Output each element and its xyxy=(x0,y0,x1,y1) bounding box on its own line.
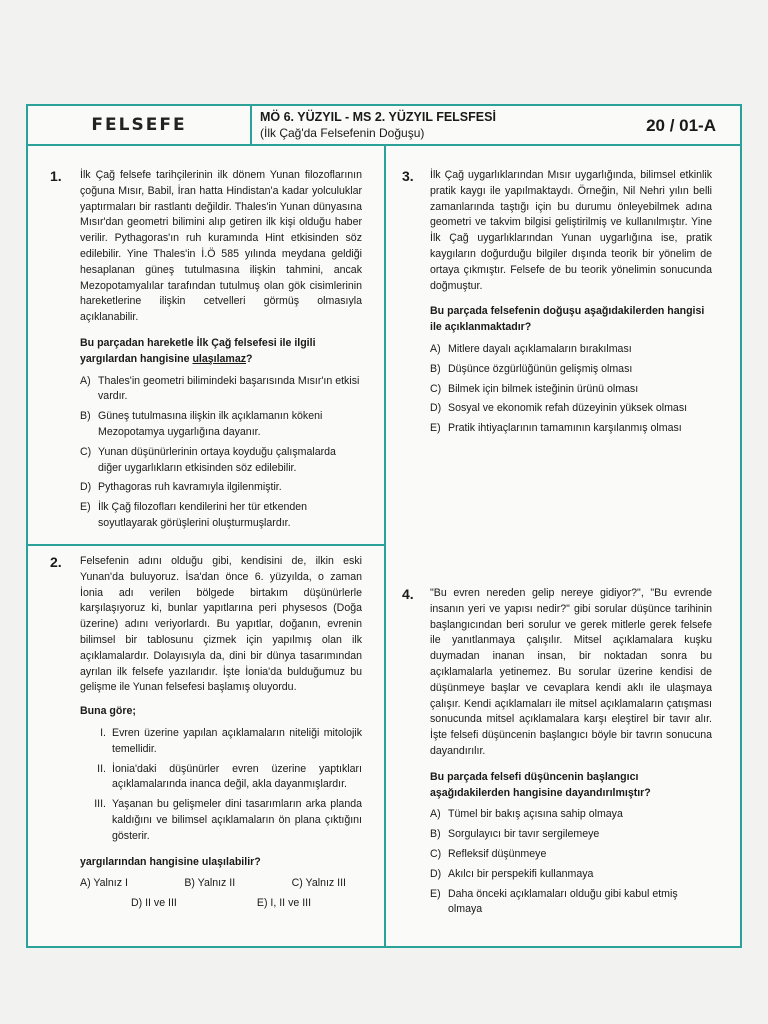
option-text: Tümel bir bakış açısına sahip olmaya xyxy=(448,808,623,821)
option-b[interactable] xyxy=(430,362,712,378)
option-text: Bilmek için bilmek isteğinin ürünü olması xyxy=(448,382,639,395)
option-c[interactable] xyxy=(80,445,362,477)
worksheet-header xyxy=(28,106,740,146)
subject-label: FELSEFE xyxy=(28,106,252,144)
section-divider xyxy=(28,544,384,546)
option-c[interactable] xyxy=(430,382,712,398)
statement-text: Yaşanan bu gelişmeler dini tasarımların arka planda kaldığını ve bilimsel açıklamaların ön plana çıktığını gösterir. xyxy=(112,798,362,842)
statement-iii xyxy=(80,797,362,844)
answer-row-2 xyxy=(80,896,362,912)
option-e[interactable] xyxy=(430,887,712,919)
worksheet-subtitle: (İlk Çağ'da Felsefenin Doğuşu) xyxy=(260,126,425,140)
options-list xyxy=(430,807,712,918)
question-text: İlk Çağ felsefe tarihçilerinin ilk dönem Yunan filozoflarının çoğuna Mısır, Babil, İran hatta Hindistan'a kadar yolculuklar yaptırmaları bir rastlantı değildir. Thales'in Yunan dünyasına Mısır'dan geometri bilimini alıp getiren ilk kişi olduğu haber verilir. Pythagoras'ın ruh kuramında Hint etkisinden söz edilebilir. Yine Thales'in İ.Ö 585 yılında meydana geldiği hesaplanan güneş tutulmasına ilişkin tahmini, ancak Mezopotamyalılar tarafından tutulmuş olan gök cisimlerinin hareketlerine ilişkin cetvelleri görmüş olmasıyla açıklanabilir. xyxy=(80,169,362,324)
option-d[interactable] xyxy=(80,480,362,496)
option-key: D) xyxy=(80,481,92,494)
question-sublabel: Buna göre; xyxy=(80,705,136,718)
option-key: B) xyxy=(80,410,91,423)
question-prompt: Bu parçada felsefenin doğuşu aşağıdakilerden hangisi ile açıklanmaktadır? xyxy=(430,305,705,334)
option-key: C) xyxy=(80,445,92,458)
option-e[interactable] xyxy=(430,421,712,437)
statement-key: III. xyxy=(94,798,106,811)
option-text: Mitlere dayalı açıklamaların bırakılması xyxy=(448,342,632,355)
option-c[interactable] xyxy=(430,847,712,863)
answer-row-1 xyxy=(80,876,362,892)
column-divider xyxy=(384,144,386,946)
question-text: Felsefenin adını olduğu gibi, kendisini de, ilkin eski Yunan'da buluyoruz. İsa'dan önce 6. yüzyılda, o zaman İonia adı verilen bölgede birtakım düşünürlerle karşılaşıyoruz ki, bunlar yapıtlarına peri physesos (Doğa üzerine) adını veriyorlardı. Bu yapıtlar, doğanın, evrenin bilimsel bir tablosunu çizmek için yapılmış olan ilk açıklamalardır. Dolayısıyla da, dini bir dünya tasarımından ayrılan ilk felsefe yazılarıdır. İşte İonia'da bulduğumuz bu gelişme ile Yunan felsefesi başlamış oluyordu. xyxy=(80,555,362,694)
options-list xyxy=(80,374,362,532)
answer-e[interactable]: E) I, II ve III xyxy=(256,897,312,910)
statement-key: II. xyxy=(97,762,106,775)
worksheet-frame xyxy=(26,104,742,948)
option-text: İlk Çağ filozofları kendilerini her tür etkenden soyutlayarak görüşlerini oluşturmuşlardır. xyxy=(98,501,308,529)
statement-key: I. xyxy=(100,726,106,739)
option-text: Akılcı bir perspekifi kullanmaya xyxy=(448,867,594,880)
option-key: C) xyxy=(430,382,442,395)
option-text: Pratik ihtiyaçlarının tamamının karşılanmış olması xyxy=(448,422,682,435)
option-key: E) xyxy=(430,887,441,900)
option-key: D) xyxy=(430,867,442,880)
option-a[interactable] xyxy=(430,342,712,358)
question-number: 4. xyxy=(402,586,414,602)
question-number: 3. xyxy=(402,168,414,184)
prompt-end: ? xyxy=(246,352,253,365)
worksheet-title: MÖ 6. YÜZYIL - MS 2. YÜZYIL FELSFESİ xyxy=(260,110,496,124)
option-e[interactable] xyxy=(80,500,362,532)
option-a[interactable] xyxy=(80,374,362,406)
option-text: Pythagoras ruh kavramıyla ilgilenmiştir. xyxy=(98,481,282,494)
option-key: E) xyxy=(80,501,91,514)
statement-ii xyxy=(80,762,362,794)
option-key: B) xyxy=(430,362,441,375)
option-key: B) xyxy=(430,828,441,841)
option-text: Daha önceki açıklamaları olduğu gibi kabul etmiş olmaya xyxy=(448,887,678,916)
option-text: Sosyal ve ekonomik refah düzeyinin yüksek olması xyxy=(448,402,688,415)
options-list xyxy=(430,342,712,437)
question-2 xyxy=(80,554,362,912)
answer-d[interactable]: D) II ve III xyxy=(130,897,177,910)
question-prompt: Bu parçada felsefi düşüncenin başlangıcı aşağıdakilerden hangisine dayandırılmıştır? xyxy=(430,770,651,799)
option-b[interactable] xyxy=(80,409,362,441)
option-a[interactable] xyxy=(430,807,712,823)
question-prompt: yargılarından hangisine ulaşılabilir? xyxy=(80,855,261,868)
option-text: Yunan düşünürlerinin ortaya koyduğu çalışmalarda diğer uygarlıkların etkisinden söz edilebilir. xyxy=(98,445,336,474)
answer-a[interactable]: A) Yalnız I xyxy=(80,877,128,890)
worksheet-code: 20 / 01-A xyxy=(646,116,716,135)
prompt-text: Bu parçadan hareketle İlk Çağ felsefesi ile ilgili yargılardan hangisine xyxy=(80,336,316,365)
statement-i xyxy=(80,726,362,758)
option-d[interactable] xyxy=(430,867,712,883)
question-1 xyxy=(80,168,362,536)
option-key: A) xyxy=(430,342,441,355)
option-text: Düşünce özgürlüğünün gelişmiş olması xyxy=(448,362,633,375)
option-d[interactable] xyxy=(430,401,712,417)
option-text: Güneş tutulmasına ilişkin ilk açıklamanın kökeni Mezopotamya uygarlığına dayanır. xyxy=(98,410,323,438)
option-key: A) xyxy=(80,374,91,387)
question-number: 2. xyxy=(50,554,62,570)
statement-text: Evren üzerine yapılan açıklamaların niteliği mitolojik temellidir. xyxy=(112,726,362,755)
statements-list xyxy=(80,726,362,845)
option-key: C) xyxy=(430,847,442,860)
option-b[interactable] xyxy=(430,827,712,843)
question-3 xyxy=(430,168,712,441)
question-text: İlk Çağ uygarlıklarından Mısır uygarlığında, bilimsel etkinlik pratik kaygı ile yapılmaktaydı. Örneğin, Nil Nehri yılın belli zamanlarında taştığı için bu durumu önleyebilmek adına geometri ve takvim bilgisi geliştirilmiş ve kullanılmıştır. Yine İlk Çağ uygarlıklarından Yunan uygarlığına ise, pratik kaygıların doğurduğu bilgiler dışında teorik bir yönelim de ortaya çıkmıştır. Felsefe de bu teorik yönelimin sonucunda doğmuştur. xyxy=(430,169,712,292)
option-key: D) xyxy=(430,402,442,415)
answer-b[interactable]: B) Yalnız II xyxy=(184,877,236,890)
option-key: A) xyxy=(430,808,441,821)
question-4 xyxy=(430,586,712,922)
question-text: "Bu evren nereden gelip nereye gidiyor?", "Bu evrende insanın yeri ve yapısı nedir?" gibi sorular düşünce tarihinin başlangıcından beri sorulur ve gerek mitlerle gerek felsefe ile yanıtlanmaya çalışılır. Mitsel açıklamalara kuşku duymadan inanan insan, bir noktadan sonra bu açıklamalarla yetinemez. Bu sorular üzerine kendisi de düşünmeye başlar ve cevaplara kendi aklı ile ulaşmaya çalışır. Kendi açıklamaları ile mitsel açıklamaların çatışması sonucunda mitsel açıklamalara karşı eleştirel bir tavır alır. İşte felsefi düşüncenin başlangıcı böyle bir tavrın sonucuna dayandırılır. xyxy=(430,587,712,757)
option-text: Thales'in geometri bilimindeki başarısında Mısır'ın etkisi vardır. xyxy=(98,374,360,403)
statement-text: İonia'daki düşünürler evren üzerine yaptıkları açıklamalarında inanca değil, akla dayanmışlardır. xyxy=(112,762,362,791)
answer-c[interactable]: C) Yalnız III xyxy=(291,877,346,890)
question-number: 1. xyxy=(50,168,62,184)
option-text: Refleksif düşünmeye xyxy=(448,847,547,860)
option-key: E) xyxy=(430,422,441,435)
option-text: Sorgulayıcı bir tavır sergilemeye xyxy=(448,828,600,841)
question-prompt xyxy=(80,336,362,368)
prompt-emphasis: ulaşılamaz xyxy=(192,352,247,365)
